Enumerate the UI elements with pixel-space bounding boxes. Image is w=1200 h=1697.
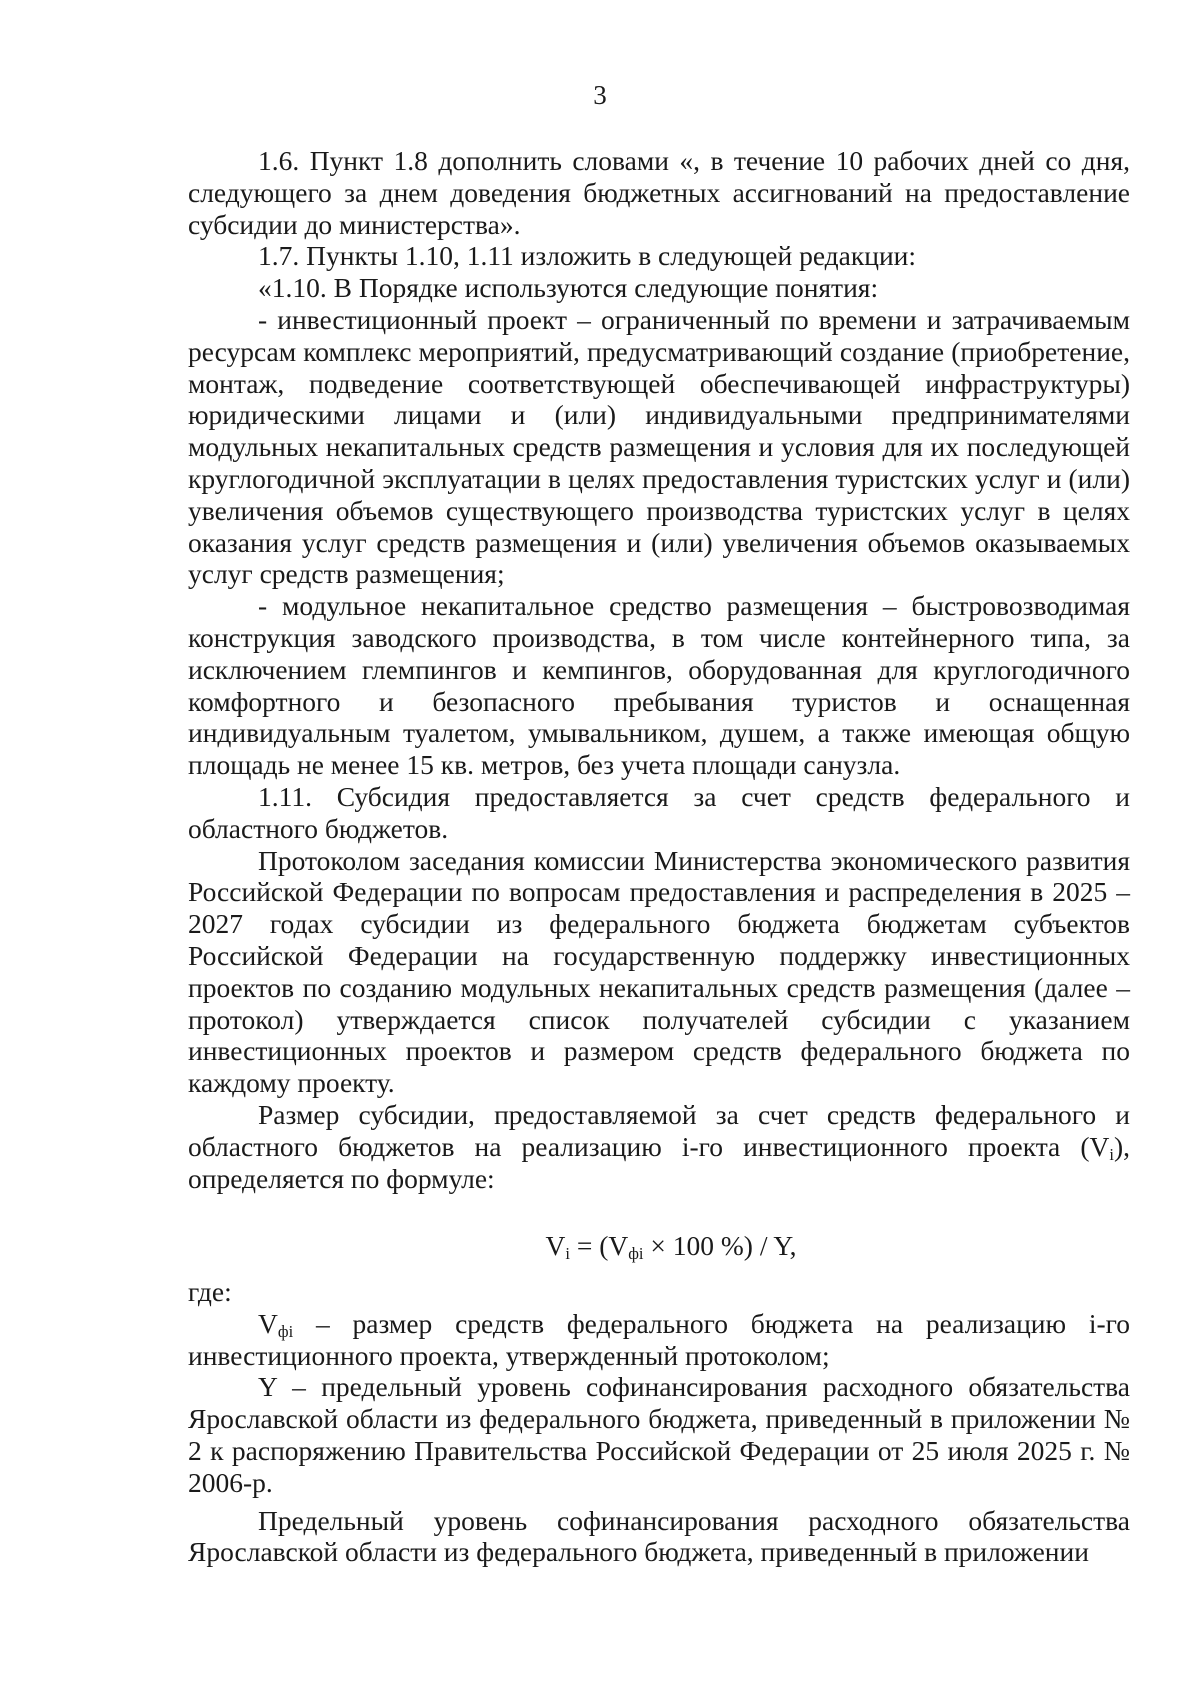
subsidy-size-text: Размер субсидии, предоставляемой за счет средств федерального и областного бюджетов на реализацию i-го инвестиционного проекта (V: [188, 1098, 1130, 1162]
formula-v-subscript: i: [565, 1244, 570, 1264]
page-number: 3: [593, 80, 607, 110]
paragraph-cofinancing-level: Предельный уровень софинансирования расходного обязательства Ярославской области из федерального бюджета, приведенный в приложении: [188, 1504, 1130, 1568]
paragraph-1-7: 1.7. Пункты 1.10, 1.11 изложить в следующей редакции:: [258, 240, 917, 272]
vfi-text: – размер средств федерального бюджета на реализацию i-го инвестиционного проекта, утвержденный протоколом;: [188, 1307, 1130, 1371]
vfi-symbol: V: [258, 1307, 278, 1339]
paragraph-1-6: 1.6. Пункт 1.8 дополнить словами «, в течение 10 рабочих дней со дня, следующего за днем доведения бюджетных ассигнований на предоставление субсидии до министерства».: [188, 145, 1130, 240]
definition-y: Y – предельный уровень софинансирования расходного обязательства Ярославской области из федерального бюджета, приведенный в приложении № 2 к распоряжению Правительства Российской Федерации от 25 июля 2025 г. № 2006-р.: [188, 1371, 1130, 1498]
paragraph-protocol: Протоколом заседания комиссии Министерства экономического развития Российской Федерации по вопросам предоставления и распределения в 2025 – 2027 годах субсидии из федерального бюджета бюджетам субъектов Российской Федерации на государственную поддержку инвестиционных проектов по созданию модульных некапитальных средств размещения (далее – протокол) утверждается список получателей субсидии с указанием инвестиционных проектов и размером средств федерального бюджета по каждому проекту.: [188, 844, 1130, 1099]
vfi-subscript: фi: [277, 1321, 294, 1341]
paragraph-subsidy-size: [188, 1099, 1130, 1194]
formula-vf-subscript: фi: [628, 1244, 644, 1264]
definition-vfi: [188, 1308, 1130, 1372]
formula-end: × 100 %) / Y,: [643, 1230, 797, 1262]
document-body: [188, 145, 1130, 1568]
paragraph-1-11: 1.11. Субсидия предоставляется за счет средств федерального и областного бюджетов.: [188, 780, 1130, 844]
paragraph-1-10-intro: «1.10. В Порядке используются следующие понятия:: [258, 272, 879, 304]
definition-investment-project: - инвестиционный проект – ограниченный по времени и затрачиваемым ресурсам комплекс мероприятий, предусматривающий создание (приобретение, монтаж, подведение соответствующей обеспечивающей инфраструктуры) юридическими лицами и (или) индивидуальными предпринимателями модульных некапитальных средств размещения и условия для их последующей круглогодичной эксплуатации в целях предоставления туристских услуг и (или) увеличения объемов существующего производства туристских услуг в целях оказания услуг средств размещения и (или) увеличения объемов оказываемых услуг средств размещения;: [188, 303, 1130, 590]
formula-mid: = (V: [569, 1230, 629, 1262]
where-label: где:: [188, 1276, 232, 1308]
definition-modular-facility: - модульное некапитальное средство размещения – быстровозводимая конструкция заводского производства, в том числе контейнерного типа, за исключением глемпингов и кемпингов, оборудованная для круглогодичного комфортного и безопасного пребывания туристов и оснащенная индивидуальным туалетом, умывальником, душем, а также имеющая общую площадь не менее 15 кв. метров, без учета площади санузла.: [188, 590, 1130, 781]
subsidy-size-end: ), определяется по формуле:: [188, 1130, 1130, 1194]
formula-v: V: [545, 1230, 566, 1262]
subsidy-size-subscript: i: [1109, 1144, 1114, 1164]
formula: [188, 1230, 1130, 1262]
